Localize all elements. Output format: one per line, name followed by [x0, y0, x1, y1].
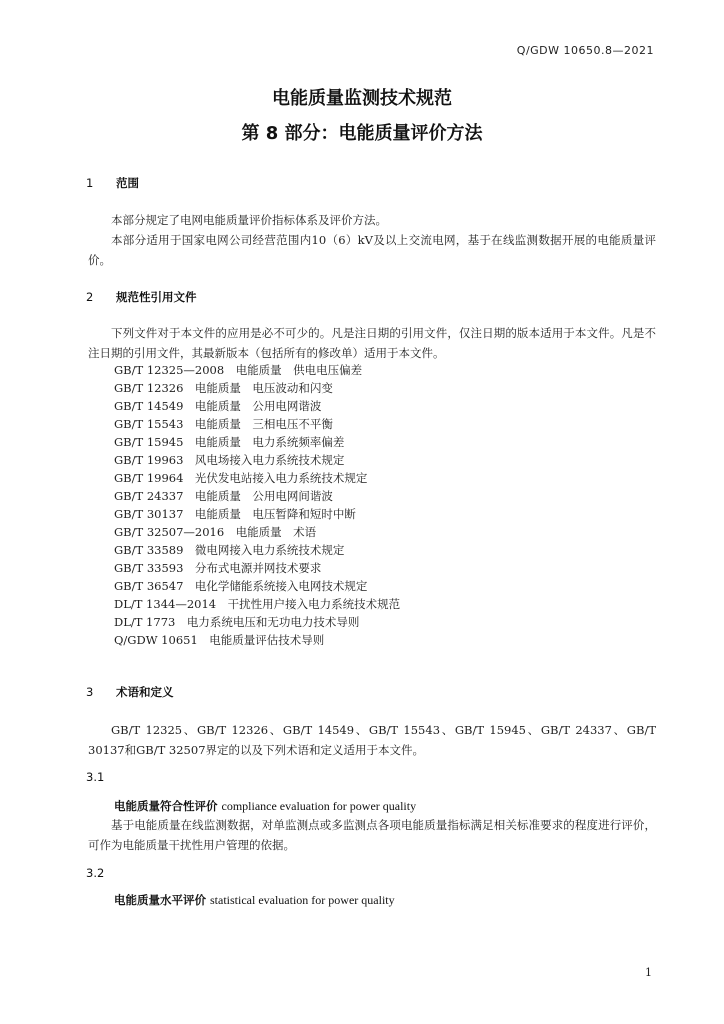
term-3-2-number: 3.2	[86, 866, 105, 880]
section-title: 规范性引用文件	[116, 290, 197, 304]
section-3-heading	[86, 684, 174, 700]
reference-item: GB/T 24337 电能质量 公用电网间谐波	[114, 489, 333, 503]
paragraph: 下列文件对于本文件的应用是必不可少的。凡是注日期的引用文件，仅注日期的版本适用于本文件。凡是不注日期的引用文件，其最新版本（包括所有的修改单）适用于本文件。	[88, 326, 656, 360]
document-title: 电能质量监测技术规范	[272, 88, 452, 109]
reference-item: GB/T 30137 电能质量 电压暂降和短时中断	[114, 507, 356, 521]
reference-item: GB/T 36547 电化学储能系统接入电网技术规定	[114, 579, 368, 593]
section-2-heading	[86, 289, 197, 305]
section-title: 范围	[116, 176, 139, 190]
term-name-zh: 电能质量水平评价	[114, 893, 206, 907]
section-number: 1	[86, 176, 94, 190]
page-number: 1	[645, 966, 652, 979]
paragraph: 基于电能质量在线监测数据，对单监测点或多监测点各项电能质量指标满足相关标准要求的程度进行评价，可作为电能质量干扰性用户管理的依据。	[88, 818, 656, 852]
reference-item: DL/T 1773 电力系统电压和无功电力技术导则	[114, 615, 360, 629]
reference-item: GB/T 12326 电能质量 电压波动和闪变	[114, 381, 333, 395]
reference-item: GB/T 15945 电能质量 电力系统频率偏差	[114, 435, 345, 449]
reference-item: GB/T 33589 微电网接入电力系统技术规定	[114, 543, 345, 557]
term-3-2-title	[114, 892, 395, 908]
term-name-en: statistical evaluation for power quality	[210, 893, 395, 907]
term-3-1-number: 3.1	[86, 770, 105, 784]
reference-item: GB/T 32507—2016 电能质量 术语	[114, 525, 317, 539]
reference-item: GB/T 14549 电能质量 公用电网谐波	[114, 399, 322, 413]
reference-item: DL/T 1344—2014 干扰性用户接入电力系统技术规范	[114, 597, 401, 611]
paragraph: GB/T 12325、GB/T 12326、GB/T 14549、GB/T 15543、GB/T 15945、GB/T 24337、GB/T 30137和GB/T 32507界定的以及下列术语和定义适用于本文件。	[88, 723, 656, 757]
document-part-title: 第 8 部分：电能质量评价方法	[241, 123, 483, 144]
section-number: 2	[86, 290, 94, 304]
reference-item: GB/T 15543 电能质量 三相电压不平衡	[114, 417, 333, 431]
reference-item: Q/GDW 10651 电能质量评估技术导则	[114, 633, 325, 647]
reference-item: GB/T 33593 分布式电源并网技术要求	[114, 561, 322, 575]
section-1-heading	[86, 175, 139, 191]
paragraph: 本部分规定了电网电能质量评价指标体系及评价方法。	[111, 213, 387, 227]
section-title: 术语和定义	[116, 685, 174, 699]
term-name-zh: 电能质量符合性评价	[114, 799, 218, 813]
section-2-intro	[88, 323, 656, 363]
term-3-1-definition	[88, 815, 656, 855]
term-3-1-title	[114, 798, 416, 814]
reference-item: GB/T 12325—2008 电能质量 供电电压偏差	[114, 363, 363, 377]
reference-item: GB/T 19964 光伏发电站接入电力系统技术规定	[114, 471, 368, 485]
section-1-body	[88, 210, 656, 270]
reference-list	[114, 361, 400, 649]
document-code: Q/GDW 10650.8—2021	[516, 44, 654, 57]
paragraph: 本部分适用于国家电网公司经营范围内10（6）kV及以上交流电网，基于在线监测数据开展的电能质量评价。	[88, 233, 656, 267]
section-number: 3	[86, 685, 94, 699]
term-name-en: compliance evaluation for power quality	[221, 799, 417, 813]
section-3-intro	[88, 720, 656, 760]
reference-item: GB/T 19963 风电场接入电力系统技术规定	[114, 453, 345, 467]
